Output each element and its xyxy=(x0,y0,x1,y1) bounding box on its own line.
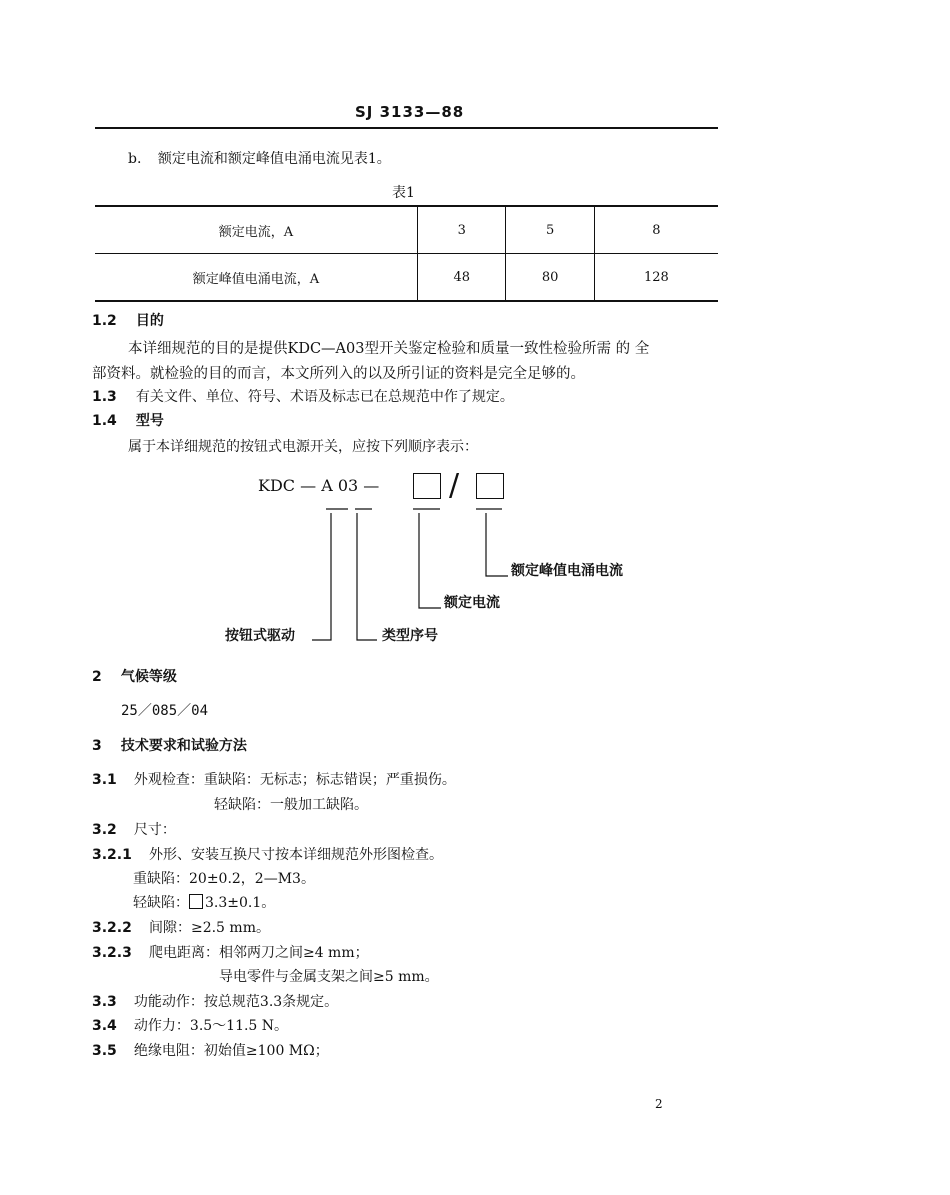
minor-defect-line xyxy=(133,892,275,912)
section-text: 绝缘电阻：初始值≥100 MΩ； xyxy=(133,1043,329,1059)
item-b-label: b. xyxy=(128,151,142,167)
section-number: 3.2.2 xyxy=(92,920,132,936)
document-code: SJ 3133—88 xyxy=(355,103,465,121)
section-number: 3.2 xyxy=(92,822,117,838)
model-slash: / xyxy=(449,468,460,503)
section-text: 尺寸： xyxy=(133,822,176,838)
section-number: 3.2.1 xyxy=(92,847,132,863)
section-text: 外观检查：重缺陷：无标志；标志错误；严重损伤。 xyxy=(133,772,456,788)
section-3-4 xyxy=(92,1015,288,1035)
table-cell: 5 xyxy=(506,206,594,254)
label-button-drive: 按钮式驱动 xyxy=(225,628,295,644)
section-text: 外形、安装互换尺寸按本详细规范外形图检查。 xyxy=(148,847,443,863)
section-number: 3.5 xyxy=(92,1043,117,1059)
section-text: 爬电距离：相邻两刀之间≥4 mm； xyxy=(148,945,369,961)
section-3-2-2 xyxy=(92,917,270,937)
page-number: 2 xyxy=(655,1097,663,1111)
table-row-label: 额定峰值电涌电流，A xyxy=(95,254,418,302)
section-text: 3.3±0.1。 xyxy=(205,895,276,911)
section-text: 属于本详细规范的按钮式电源开关，应按下列顺序表示： xyxy=(128,439,478,455)
section-3-5 xyxy=(92,1040,329,1060)
section-title: 型号 xyxy=(135,413,164,429)
section-number: 3.3 xyxy=(92,994,117,1010)
square-symbol xyxy=(189,894,203,909)
section-text: 轻缺陷： xyxy=(133,895,189,911)
section-number: 3.2.3 xyxy=(92,945,132,961)
section-number: 1.2 xyxy=(92,313,117,329)
table-cell: 8 xyxy=(594,206,718,254)
section-title: 气候等级 xyxy=(120,669,177,685)
section-text: 有关文件、单位、符号、术语及标志已在总规范中作了规定。 xyxy=(135,389,514,405)
section-3-heading xyxy=(92,735,247,755)
section-number: 3 xyxy=(92,738,102,754)
section-number: 3.4 xyxy=(92,1018,117,1034)
section-title: 技术要求和试验方法 xyxy=(120,738,247,754)
section-text: 动作力：3.5～11.5 N。 xyxy=(133,1018,289,1034)
section-title: 目的 xyxy=(135,313,164,329)
section-number: 2 xyxy=(92,669,102,685)
label-peak-current: 额定峰值电涌电流 xyxy=(511,563,623,579)
item-b-text: 额定电流和额定峰值电涌电流见表1。 xyxy=(157,151,391,167)
model-code: KDC — A 03 — xyxy=(258,476,380,495)
section-number: 1.3 xyxy=(92,389,117,405)
table-cell: 3 xyxy=(418,206,506,254)
label-type-number: 类型序号 xyxy=(382,628,438,644)
paragraph-line: 本详细规范的目的是提供KDC—A03型开关鉴定检验和质量一致性检验所需 的 全 xyxy=(128,341,650,357)
section-number: 1.4 xyxy=(92,413,117,429)
section-text: 轻缺陷：一般加工缺陷。 xyxy=(214,797,368,813)
section-2-heading xyxy=(92,666,177,686)
table-cell: 128 xyxy=(594,254,718,302)
paragraph-line: 部资料。就检验的目的而言，本文所列入的以及所引证的资料是完全足够的。 xyxy=(92,366,585,382)
table-caption: 表1 xyxy=(392,185,415,201)
section-text: 间隙：≥2.5 mm。 xyxy=(148,920,270,936)
section-3-2-3 xyxy=(92,942,369,962)
section-3-2-1 xyxy=(92,844,443,864)
section-3-2 xyxy=(92,819,176,839)
climate-category: 25／085／04 xyxy=(121,703,209,719)
section-3-1 xyxy=(92,769,456,789)
section-text: 导电零件与金属支架之间≥5 mm。 xyxy=(219,969,439,985)
section-3-3 xyxy=(92,991,338,1011)
table-cell: 80 xyxy=(506,254,594,302)
table-row-label: 额定电流，A xyxy=(95,206,418,254)
section-text: 重缺陷：20±0.2，2—M3。 xyxy=(133,871,315,887)
section-number: 3.1 xyxy=(92,772,117,788)
table-cell: 48 xyxy=(418,254,506,302)
label-rated-current: 额定电流 xyxy=(444,595,500,611)
section-text: 功能动作：按总规范3.3条规定。 xyxy=(133,994,339,1010)
